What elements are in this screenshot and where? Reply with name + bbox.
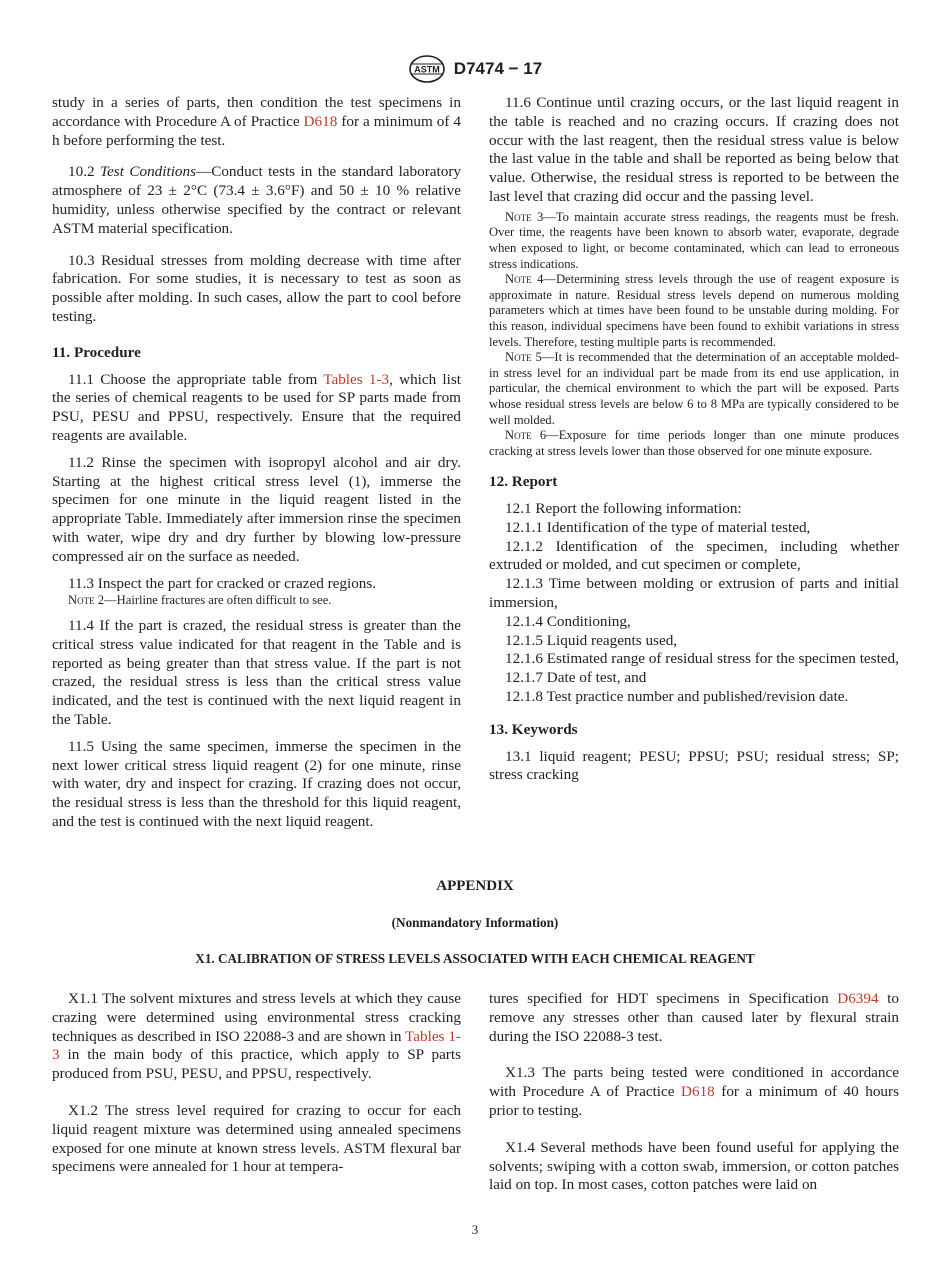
paragraph-12-1-2: 12.1.2 Identification of the specimen, including whether extruded or molded, and cut specimen or complete, — [489, 537, 899, 574]
page-number: 3 — [471, 1222, 479, 1237]
page-header — [0, 52, 950, 86]
paragraph-11-6: 11.6 Continue until crazing occurs, or the last liquid reagent in the table is reached and no crazing occurs. If crazing does not occur with the last reagent, then the residual stress value is below the last value in the table and shall be reported as being below that value. Otherwise, the residual stress is reported to be between the last level that crazing did occur and the passing level. — [489, 94, 899, 205]
paragraph-11-1: 11.1 Choose the appropriate table from Tables 1-3, which list the series of chemical reagents to be used for SP parts made from PSU, PESU and PPSU, respectively. Ensure that the required reagents are available. — [52, 370, 462, 444]
right-column — [489, 94, 899, 785]
paragraph-x1-4: X1.4 Several methods have been found useful for applying the solvents; swiping with a cotton swab, immersion, or cotton patches laid on top. In most cases, cotton patches were laid on — [489, 1138, 899, 1194]
paragraph-11-3: 11.3 Inspect the part for cracked or crazed regions. — [68, 574, 377, 592]
note-4: Note 4—Determining stress levels through the use of reagent exposure is approximate in nature. Residual stress levels depend on numerous molding parameters which at times have been found to be unstable during molding. For this reason, individual specimens have been found to exhibit variations in stress levels. Therefore, testing multiple parts is recommended. — [489, 272, 899, 349]
paragraph-10-3: 10.3 Residual stresses from molding decrease with time after fabrication. For some studies, it is necessary to test as soon as possible after molding. In such cases, allow the part to cool before testing. — [52, 251, 461, 325]
appendix-title: APPENDIX — [436, 878, 514, 894]
link-tables-1-3[interactable]: Tables 1-3 — [323, 370, 390, 388]
paragraph-12-1-4: 12.1.4 Conditioning, — [505, 612, 631, 630]
paragraph-12-1-8: 12.1.8 Test practice number and published/revision date. — [505, 688, 849, 706]
note-2: Note 2—Hairline fractures are often difficult to see. — [68, 593, 332, 608]
note-6: Note 6—Exposure for time periods longer than one minute produces cracking at stress levels lower than those observed for one minute exposure. — [489, 428, 899, 458]
appendix-right-column — [489, 990, 899, 1195]
link-tables-1-3-appendix[interactable]: Tables 1-3 — [52, 1027, 461, 1064]
paragraph-12-1-6: 12.1.6 Estimated range of residual stress for the specimen tested, — [505, 650, 899, 668]
paragraph-x1-2-continuation: tures specified for HDT specimens in Specification D6394 to remove any stresses other than caused later by flexural strain during the ISO 22088-3 test. — [489, 990, 899, 1045]
link-d6394[interactable]: D6394 — [837, 990, 879, 1007]
paragraph-x1-3: X1.3 The parts being tested were conditioned in accordance with Procedure A of Practice D618 for a minimum of 40 hours prior to testing. — [489, 1064, 899, 1119]
note-3: Note 3—To maintain accurate stress readings, the reagents must be fresh. Over time, the reagents have been known to absorb water, evaporate, degrade when exposed to light, or become contaminated, which can lead to erroneous stress indications. — [489, 209, 899, 271]
paragraph-13-1: 13.1 liquid reagent; PESU; PPSU; PSU; residual stress; SP; stress cracking — [489, 747, 899, 784]
section-heading-13: 13. Keywords — [489, 720, 578, 738]
paragraph-x1-2: X1.2 The stress level required for crazing to occur for each liquid reagent mixture was determined using annealed specimens exposed for one minute at known stress levels. ASTM flexural bar specimens were annealed for 1 hour at tempera- — [52, 1101, 461, 1176]
note-5: Note 5—It is recommended that the determination of an acceptable molded-in stress level for an individual part be made from its end use application, in particular, the chemical environment to which the part will be exposed. Parts whose residual stress levels are below 6 to 8 MPa are typically considered to be well molded. — [489, 350, 899, 427]
appendix-subtitle: (Nonmandatory Information) — [391, 915, 559, 930]
paragraph-12-1-5: 12.1.5 Liquid reagents used, — [505, 631, 678, 649]
astm-logo — [408, 54, 446, 84]
paragraph-11-4: 11.4 If the part is crazed, the residual stress is greater than the critical stress value indicated for that reagent in the Table and is reported as being greater than that stress value. If the part is not crazed, the residual stress is less than the critical stress value indicated, and the test is continued with the next liquid reagent in the Table. — [52, 616, 461, 728]
paragraph-x1-1: X1.1 The solvent mixtures and stress levels at which they cause crazing were determined using environmental stress cracking techniques as described in ISO 22088-3 and are shown in Tables 1-3 in the main body of this practice, which apply to SP parts produced from PSU, PESU, and PPSU, respectively. — [52, 990, 461, 1083]
paragraph-continuation: study in a series of parts, then condition the test specimens in accordance with Procedure A of Practice D618 for a minimum of 4 h before performing the test. — [52, 94, 462, 149]
link-d618[interactable]: D618 — [303, 112, 338, 130]
paragraph-11-5: 11.5 Using the same specimen, immerse the specimen in the next lower critical stress liquid reagent (2) for one minute, rinse with water, dry and inspect for crazing. If crazing does not occur, the residual stress is less than the threshold for this liquid reagent, and the test is continued with the next liquid reagent. — [52, 737, 461, 830]
section-heading-12: 12. Report — [489, 473, 558, 491]
svg-text:ASTM: ASTM — [414, 64, 440, 75]
paragraph-10-2: 10.2 Test Conditions—Conduct tests in the standard laboratory atmosphere of 23 ± 2°C (73.4 ± 3.6°F) and 50 ± 10 % relative humidity, unless otherwise specified by the contract or relevant ASTM material specification. — [52, 163, 461, 237]
paragraph-12-1: 12.1 Report the following information: — [505, 500, 742, 518]
left-column — [52, 94, 461, 832]
document-designation: D7474 − 17 — [453, 59, 543, 78]
paragraph-11-2: 11.2 Rinse the specimen with isopropyl alcohol and air dry. Starting at the highest critical stress level (1), immerse the specimen for one minute in the liquid reagent listed in the appropriate Table. Immediately after immersion rinse the specimen with water, wipe dry and dry further by blowing low-pressure compressed air on the surface as needed. — [52, 453, 461, 565]
paragraph-12-1-3: 12.1.3 Time between molding or extrusion of parts and initial immersion, — [489, 575, 899, 612]
appendix-left-column — [52, 990, 461, 1177]
link-d618-appendix[interactable]: D618 — [681, 1083, 715, 1101]
paragraph-12-1-7: 12.1.7 Date of test, and — [505, 669, 647, 687]
appendix-x1-heading: X1. CALIBRATION OF STRESS LEVELS ASSOCIATED WITH EACH CHEMICAL REAGENT — [195, 951, 755, 966]
section-heading-11: 11. Procedure — [52, 343, 141, 361]
paragraph-12-1-1: 12.1.1 Identification of the type of material tested, — [505, 518, 811, 536]
